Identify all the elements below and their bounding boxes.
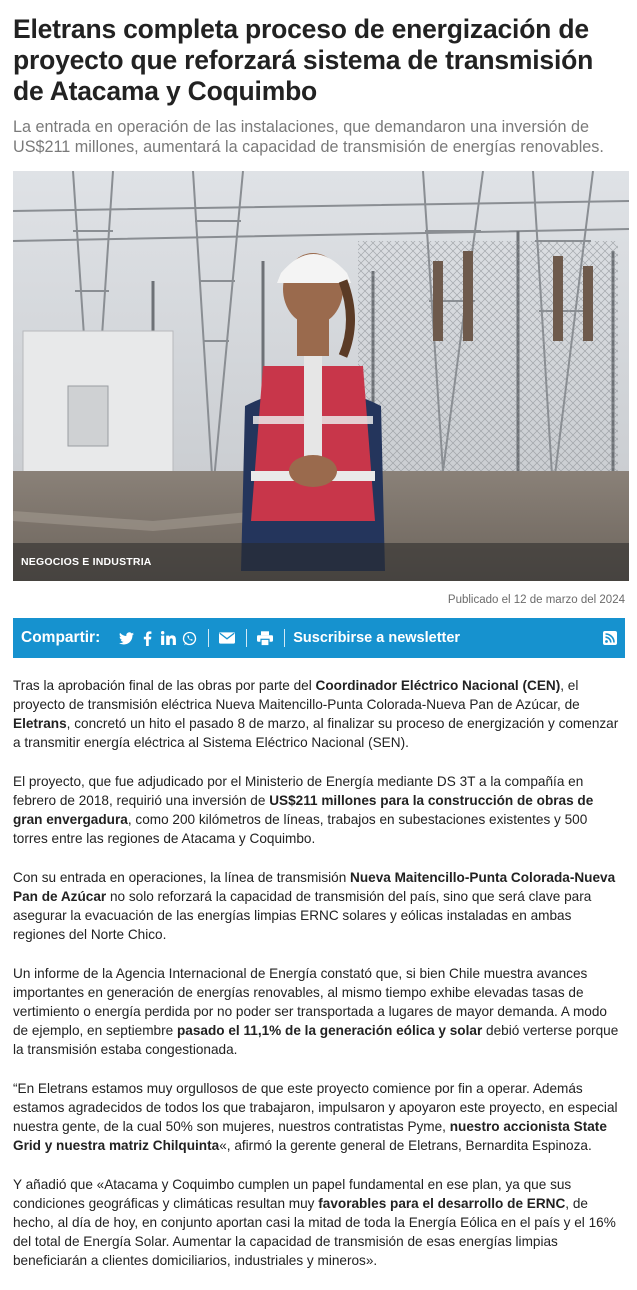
- article-container: [0, 14, 637, 1270]
- linkedin-icon[interactable]: [158, 628, 178, 648]
- paragraph-4: [13, 964, 625, 1059]
- rss-icon[interactable]: [603, 631, 617, 645]
- substation-photo: [13, 171, 629, 581]
- share-label: Compartir:: [21, 629, 101, 646]
- article-body: [13, 676, 625, 1270]
- share-icons: [116, 628, 293, 648]
- article-title: Eletrans completa proceso de energización de proyecto que reforzará sistema de transmisión de Atacama y Coquimbo: [13, 14, 594, 106]
- share-divider: [284, 629, 285, 647]
- bold-text: US$211 millones para la construcción de obras de gran envergadura: [13, 793, 594, 827]
- email-icon[interactable]: [217, 628, 237, 648]
- twitter-icon[interactable]: [116, 628, 136, 648]
- newsletter-link[interactable]: Suscribirse a newsletter: [293, 630, 461, 646]
- text: , el proyecto de transmisión eléctrica Nueva Maitencillo-Punta Colorada-Nueva Pan de Azúcar, de: [13, 678, 580, 712]
- text: Un informe de la Agencia Internacional de Energía constató que, si bien Chile muestra avances importantes en generación de energías renovables, al mismo tiempo exhibe elevadas tasas de vertimiento o energía perdida por no poder ser transportada a lugares de mayor demanda. A modo de ejemplo, en septiembre: [13, 966, 607, 1038]
- category-badge[interactable]: [13, 543, 629, 581]
- text: «, afirmó la gerente general de Eletrans, Bernardita Espinoza.: [219, 1138, 592, 1153]
- share-bar: [13, 618, 625, 658]
- paragraph-5: [13, 1079, 625, 1155]
- paragraph-2: [13, 772, 625, 848]
- bold-text: pasado el 11,1% de la generación eólica y solar: [176, 1023, 483, 1038]
- text: El proyecto, que fue adjudicado por el Ministerio de Energía mediante DS 3T a la compañía en febrero de 2018, requirió una inversión de: [13, 774, 584, 808]
- bold-text: Eletrans: [13, 716, 67, 731]
- text: Con su entrada en operaciones, la línea de transmisión: [13, 870, 351, 885]
- hero-photo: [13, 171, 629, 581]
- paragraph-6: [13, 1175, 625, 1270]
- print-icon[interactable]: [255, 628, 275, 648]
- paragraph-1: [13, 676, 625, 752]
- publish-date: Publicado el 12 de marzo del 2024: [447, 594, 625, 606]
- whatsapp-icon[interactable]: [179, 628, 199, 648]
- text: no solo reforzará la capacidad de transmisión del país, sino que será clave para asegurar la evacuación de las energías limpias ERNC solares y eólicas instaladas en ambas regiones del Norte Chico.: [13, 889, 592, 942]
- category-label[interactable]: NEGOCIOS E INDUSTRIA: [21, 556, 152, 568]
- text: debió verterse porque la transmisión estaba congestionada.: [13, 1023, 619, 1057]
- text: “En Eletrans estamos muy orgullosos de que este proyecto comience por fin a operar. Además estamos agradecidos de todos los que trabajaron, impulsaron y apoyaron este proyecto, en especial nuestra gente, de la cual 50% son mujeres, nuestros contratistas Pyme,: [13, 1081, 618, 1134]
- bold-text: Nueva Maitencillo-Punta Colorada-Nueva Pan de Azúcar: [13, 870, 616, 904]
- text: Y añadió que «Atacama y Coquimbo cumplen un papel fundamental en ese plan, ya que sus condiciones geográficas y climáticas resultan muy: [13, 1177, 572, 1211]
- bold-text: Coordinador Eléctrico Nacional (CEN): [315, 678, 561, 693]
- text: Tras la aprobación final de las obras por parte del: [13, 678, 316, 693]
- text: , de hecho, al día de hoy, en conjunto aportan casi la mitad de toda la Energía Eólica en el país y el 16% del total de Energía Solar. Aumentar la capacidad de transmisión de esas energías limpias beneficiarán a clientes domiciliarios, industriales y mineros».: [13, 1196, 616, 1268]
- bold-text: nuestro accionista State Grid y nuestra matriz Chilquinta: [13, 1119, 607, 1153]
- share-divider: [246, 629, 247, 647]
- article-lead: La entrada en operación de las instalaciones, que demandaron una inversión de US$211 millones, aumentará la capacidad de transmisión de energías renovables.: [13, 118, 604, 156]
- text: , concretó un hito el pasado 8 de marzo, al finalizar su proceso de energización y comenzar a transmitir energía eléctrica al Sistema Eléctrico Nacional (SEN).: [13, 716, 619, 750]
- share-divider: [208, 629, 209, 647]
- facebook-icon[interactable]: [137, 628, 157, 648]
- text: , como 200 kilómetros de líneas, trabajos en subestaciones existentes y 500 torres entre las regiones de Atacama y Coquimbo.: [13, 812, 588, 846]
- paragraph-3: [13, 868, 625, 944]
- bold-text: favorables para el desarrollo de ERNC: [318, 1196, 566, 1211]
